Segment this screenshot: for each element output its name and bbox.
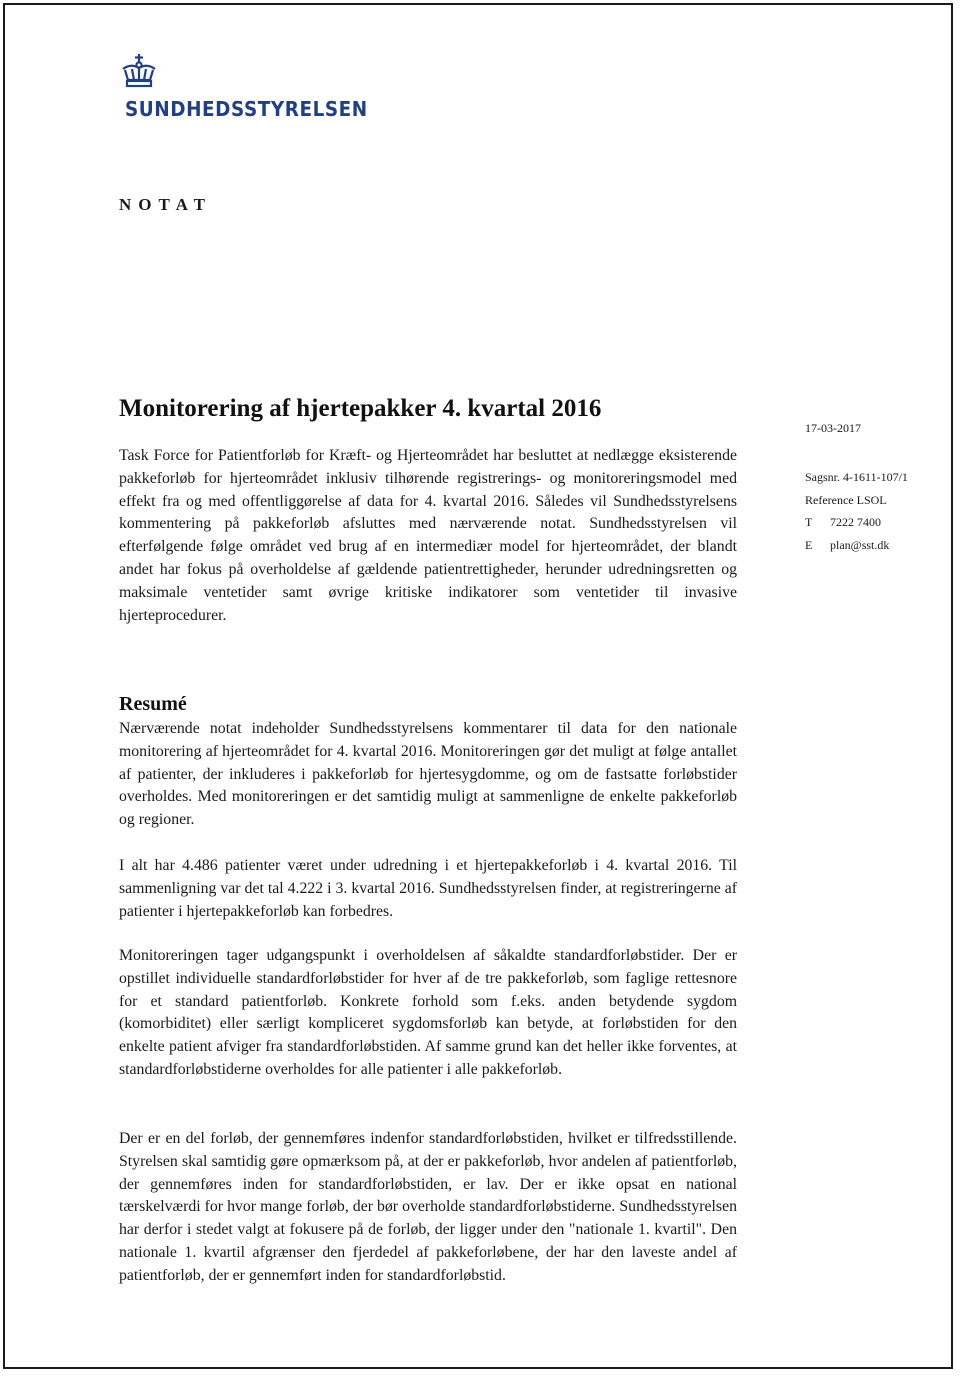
reference-value: LSOL [856,492,887,507]
sagsnr-label: Sagsnr. [805,470,841,484]
organization-name: SUNDHEDSSTYRELSEN [125,97,368,121]
phone-label: T [805,515,813,530]
resume-heading: Resumé [119,693,187,715]
crown-icon [119,53,159,89]
resume-paragraph-3: Monitoreringen tager udgangspunkt i overholdelsen af såkaldte standardforløbstider. Der er opstillet individuelle standardforløbstider for hver af de tre pakkeforløb, som faglige rettesnore for et standard patientforløb. Konkrete forhold som f.eks. anden betydende sygdom (komorbiditet) eller særligt kompliceret sygdomsforløb kan betyde, at forløbstiden for den enkelte patient afviger fra standardforløbstiden. Af samme grund kan det heller ikke forventes, at standardforløbstiderne overholdes for alle patienter i alle pakkeforløb. [119,947,737,1078]
phone-row [805,511,908,534]
reference-label: Reference [805,492,854,507]
document-metadata [805,466,908,556]
document-page [3,3,953,1369]
phone-value: 7222 7400 [830,515,881,530]
resume-paragraph-4: Der er en del forløb, der gennemføres indenfor standardforløbstiden, hvilket er tilfredsstillende. Styrelsen skal samtidig gøre opmærksom på, at der er pakkeforløb, hvor andelen af patientforløb, der gennemføres inden for standardforløbstiden, er lav. Der er ikke opsat en national tærskelværdi for hvor mange forløb, der bør overholde standardforløbstiderne. Sundhedsstyrelsen har derfor i stedet valgt at fokusere på de forløb, der ligger under den "nationale 1. kvartil". Den nationale 1. kvartil afgrænser den fjerdedel af pakkeforløbene, der har den laveste andel af patientforløb, der er gennemført inden for standardforløbstid. [119,1130,737,1284]
email-row [805,534,908,557]
intro-paragraph: Task Force for Patientforløb for Kræft- og Hjerteområdet har besluttet at nedlægge eksisterende pakkeforløb for hjerteområdet inklusiv tilhørende registrerings- og monitoreringsmodel med effekt fra og med offentliggørelse af data for 4. kvartal 2016. Således vil Sundhedsstyrelsens kommentering på pakkeforløb afsluttes med nærværende notat. Sundhedsstyrelsen vil efterfølgende følge området ved brug af en intermediær model for hjerteområdet, der blandt andet har fokus på overholdelse af gældende patientrettigheder, herunder udredningsretten og maksimale ventetider samt øvrige kritiske indikatorer som ventetider til invasive hjerteprocedurer. [119,447,737,624]
email-value[interactable]: plan@sst.dk [830,537,890,552]
sagsnr-value: 4-1611-107/1 [843,470,908,484]
document-title: Monitorering af hjertepakker 4. kvartal 2016 [119,395,602,422]
document-type-label: NOTAT [119,195,212,214]
reference-row [805,489,908,512]
sagsnr-row [805,466,908,489]
organization-logo [117,53,368,121]
document-date: 17-03-2017 [805,421,861,435]
email-label: E [805,537,813,552]
resume-paragraph-2: I alt har 4.486 patienter været under udredning i et hjertepakkeforløb i 4. kvartal 2016. Til sammenligning var det tal 4.222 i 3. kvartal 2016. Sundhedsstyrelsen finder, at registreringerne af patienter i hjertepakkeforløb kan forbedres. [119,857,737,920]
resume-paragraph-1: Nærværende notat indeholder Sundhedsstyrelsens kommentarer til data for den nationale monitorering af hjerteområdet for 4. kvartal 2016. Monitoreringen gør det muligt at følge antallet af patienter, der inkluderes i pakkeforløb for hjertesygdomme, og om de fastsatte forløbstider overholdes. Med monitoreringen er det samtidig muligt at sammenligne de enkelte pakkeforløb og regioner. [119,720,737,829]
